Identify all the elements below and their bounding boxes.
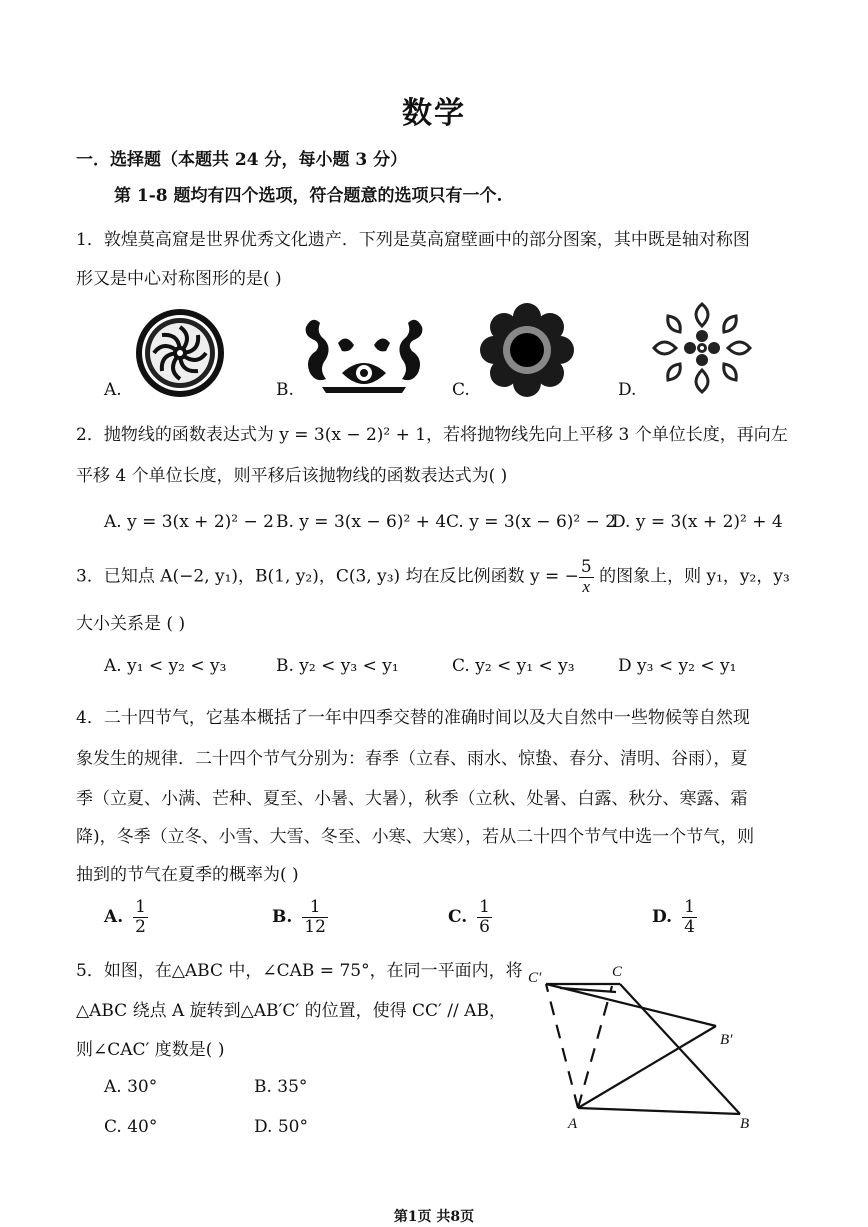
q3-option-c[interactable]: C. y₂ < y₁ < y₃ (452, 656, 575, 676)
q1-option-d[interactable]: D. (618, 380, 637, 400)
label-a: A (568, 1116, 578, 1132)
q4-option-c[interactable] (448, 898, 492, 936)
q3-fraction-denominator: x (582, 576, 591, 596)
q4-text-line1: 4．二十四节气，它基本概括了一年中四季交替的准确时间以及大自然中一些物候等自然现 (76, 708, 750, 728)
q4-option-a-denominator: 2 (135, 916, 146, 937)
q4-option-d-numerator: 1 (684, 897, 695, 917)
q4-option-b[interactable] (272, 898, 328, 936)
segment-c1b1 (546, 984, 716, 1026)
q4-option-b-fraction (302, 898, 328, 936)
q5-text-line3: 则∠CAC′ 度数是( ) (76, 1040, 225, 1060)
q5-option-c[interactable]: C. 40° (104, 1117, 158, 1137)
q2-option-b[interactable]: B. y = 3(x − 6)² + 4 (276, 512, 447, 532)
q5-option-d[interactable]: D. 50° (254, 1117, 308, 1137)
q2-option-d[interactable]: D. y = 3(x + 2)² + 4 (612, 512, 783, 532)
floral-scroll-pattern-icon (302, 313, 426, 395)
label-b: B (740, 1116, 750, 1132)
lotus-flower-pattern-icon (650, 300, 754, 396)
q4-option-a-numerator: 1 (135, 897, 146, 917)
q4-option-a[interactable] (104, 898, 148, 936)
q4-option-b-label: B. (272, 906, 293, 927)
label-b-prime: B′ (720, 1032, 733, 1048)
q3-option-d[interactable]: D y₃ < y₂ < y₁ (618, 656, 737, 676)
q4-option-a-fraction (133, 898, 148, 936)
q3-option-a[interactable]: A. y₁ < y₂ < y₃ (104, 656, 227, 676)
q1-option-b[interactable]: B. (276, 380, 294, 400)
q3-fraction (579, 558, 594, 596)
q4-option-d-fraction (682, 898, 697, 936)
segment-ab (578, 1108, 740, 1114)
q1-option-a[interactable]: A. (104, 380, 122, 400)
q4-option-d[interactable] (652, 898, 697, 936)
q1-option-c[interactable]: C. (452, 380, 470, 400)
rotation-triangle-figure (520, 956, 770, 1138)
q4-option-b-denominator: 12 (304, 916, 326, 937)
q3-text-part2: 的图象上，则 y₁，y₂，y₃ (593, 566, 790, 587)
page-title: 数学 (402, 96, 466, 131)
q2-option-c[interactable]: C. y = 3(x − 6)² − 2 (446, 512, 617, 532)
q3-fraction-numerator: 5 (580, 557, 592, 577)
dark-ring-pattern-icon (480, 303, 574, 397)
q4-option-c-fraction (477, 898, 492, 936)
q4-option-d-denominator: 4 (684, 916, 695, 937)
q4-option-d-label: D. (652, 906, 673, 927)
q4-option-c-label: C. (448, 906, 468, 927)
q4-text-line3: 季（立夏、小满、芒种、夏至、小暑、大暑），秋季（立秋、处暑、白露、秋分、寒露、霜 (76, 789, 748, 809)
q2-text-line2: 平移 4 个单位长度，则平移后该抛物线的函数表达式为( ) (76, 466, 508, 486)
q4-text-line2: 象发生的规律．二十四个节气分别为：春季（立春、雨水、惊蛰、春分、清明、谷雨），夏 (76, 749, 748, 769)
q4-option-c-denominator: 6 (479, 916, 490, 937)
q3-text-line2: 大小关系是 ( ) (76, 614, 186, 634)
q5-option-a[interactable]: A. 30° (104, 1077, 158, 1097)
segment-bc (620, 984, 740, 1114)
circular-rosette-pattern-icon (134, 307, 226, 399)
q4-option-b-numerator: 1 (302, 898, 328, 918)
q4-option-a-label: A. (104, 906, 124, 927)
q1-text-line2: 形又是中心对称图形的是( ) (76, 269, 282, 289)
segment-ac1 (546, 984, 578, 1108)
q3-option-b[interactable]: B. y₂ < y₃ < y₁ (276, 656, 399, 676)
q4-option-c-numerator: 1 (479, 897, 490, 917)
q4-text-line5: 抽到的节气在夏季的概率为( ) (76, 865, 299, 885)
q3-text-line1 (76, 558, 790, 596)
q5-text-line1: 5．如图，在△ABC 中，∠CAB = 75°，在同一平面内，将 (76, 961, 523, 981)
section-heading: 一．选择题（本题共 24 分，每小题 3 分） (76, 150, 408, 170)
q5-option-b[interactable]: B. 35° (254, 1077, 308, 1097)
q5-text-line2: △ABC 绕点 A 旋转到△AB′C′ 的位置，使得 CC′ // AB， (76, 1001, 506, 1021)
label-c: C (612, 964, 623, 980)
section-note: 第 1-8 题均有四个选项，符合题意的选项只有一个. (114, 186, 503, 206)
label-c-prime: C′ (528, 970, 542, 986)
q1-text-line1: 1．敦煌莫高窟是世界优秀文化遗产．下列是莫高窟壁画中的部分图案，其中既是轴对称图 (76, 230, 750, 250)
q2-text-line1: 2．抛物线的函数表达式为 y = 3(x − 2)² + 1，若将抛物线先向上平移 3 个单位长度，再向左 (76, 425, 788, 445)
q3-text-part1: 3．已知点 A(−2, y₁)，B(1, y₂)，C(3, y₃) 均在反比例函数 y = − (76, 566, 579, 587)
q2-option-a[interactable]: A. y = 3(x + 2)² − 2 (104, 512, 274, 532)
q4-text-line4: 降)，冬季（立冬、小雪、大雪、冬至、小寒、大寒），若从二十四个节气中选一个节气，则 (76, 827, 755, 847)
page-footer: 第1页 共8页 (393, 1209, 475, 1225)
